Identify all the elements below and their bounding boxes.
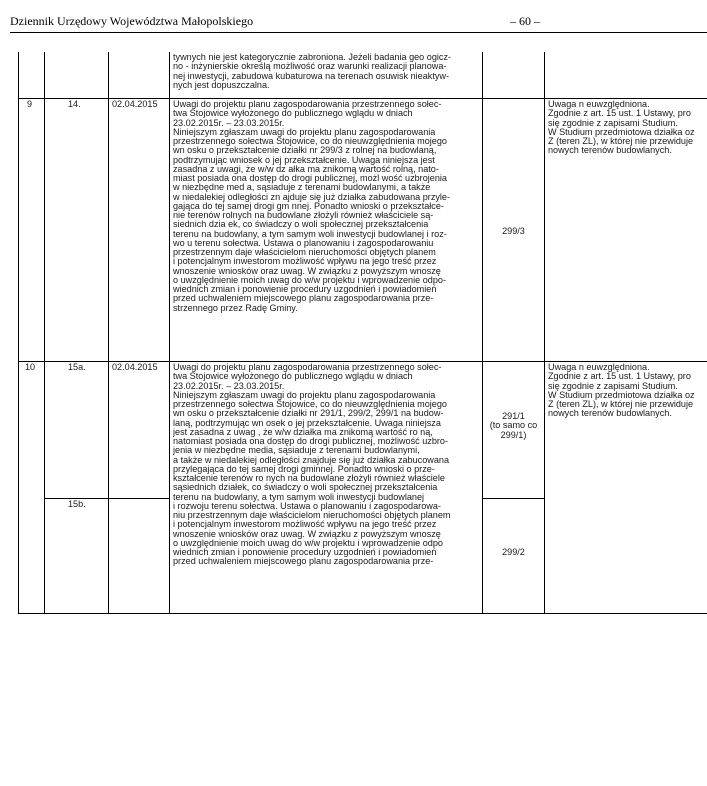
text-line: o uwzględnienie moich uwag do w/w projektu i wprowadzenie odpo bbox=[173, 537, 443, 548]
text-line: wn osku o przekształcenie działki nr 299/3 z rolnej na budowlaną, bbox=[173, 145, 437, 156]
plot-number bbox=[483, 412, 544, 442]
table-border-bottom bbox=[18, 613, 707, 614]
text-line: 23.02.2015r. – 23.03.2015r. bbox=[173, 380, 285, 391]
text-line: no - inżynierskie określą możliwość oraz warunki realizacji planowa- bbox=[173, 61, 447, 72]
row-divider bbox=[18, 361, 707, 362]
text-line: nych jest dopuszczalna. bbox=[173, 79, 270, 90]
resolution-text bbox=[548, 100, 707, 160]
page-header bbox=[10, 14, 707, 33]
remark-id: 15a. bbox=[68, 363, 86, 372]
text-line: Uwaga n euwzględniona. bbox=[548, 100, 650, 109]
column-divider bbox=[169, 52, 170, 614]
text-line: i rozwoju terenu sołectwa. Ustawa o planowaniu i zagospodarowa- bbox=[173, 500, 441, 511]
text-line: przed uchwaleniem miejscowego planu zagospodarowania prze- bbox=[173, 293, 434, 304]
text-line: Niniejszym zgłaszam uwagi do projektu planu zagospodarowania bbox=[173, 389, 436, 400]
text-line: Z (teren ZL), w której nie przewiduje bbox=[548, 399, 694, 409]
text-line: W Studium przedmiotowa działka oz bbox=[548, 389, 695, 400]
remark-text bbox=[173, 100, 479, 360]
remarks-table bbox=[18, 52, 707, 614]
row-number: 10 bbox=[25, 363, 36, 372]
text-line: sąsiednich działek, co świadczy o woli społecznej przekształcenia bbox=[173, 482, 438, 493]
text-line: a także w niedalekiej odległości znajduje się już działka zabucowana bbox=[173, 454, 450, 465]
column-divider bbox=[544, 52, 545, 614]
text-line: przestrzennym daje właścicielom nieruchomości objętych planem bbox=[173, 247, 436, 257]
journal-title: Dziennik Urzędowy Województwa Małopolskiego bbox=[10, 14, 254, 28]
text-line: terenu na budowlany, a tym samym woli inwestycji budowlanej bbox=[173, 491, 425, 502]
row-number: 9 bbox=[27, 100, 33, 109]
column-divider bbox=[482, 52, 483, 614]
text-line: przestrzennego sołectwa Stojowice, co do nieuwzględnienia mojego bbox=[173, 136, 447, 146]
text-line: laną, podtrzymując wn osek o jej przekształcenie. Uwaga niniejsza bbox=[173, 417, 441, 428]
text-line: twa Stojowice wyłożonego do publicznego wglądu w dniach bbox=[173, 371, 413, 382]
text-line: jest zasadna z uwag , że w/w działka ma znikomą wartość ro ną, bbox=[173, 426, 433, 437]
text-line: (to samo co bbox=[489, 420, 538, 431]
plot-number: 299/3 bbox=[502, 227, 525, 236]
text-line: kształcenie terenów ro nych na budowlane złożyli również właściele bbox=[173, 473, 445, 483]
resolution-text bbox=[548, 363, 707, 423]
text-line: wnoszenie wniosków oraz uwag. W związku z powyższym wnoszę bbox=[173, 528, 441, 539]
text-line: wn osku o przekształcenie działki nr 291/1, 299/2, 299/1 na budow- bbox=[173, 408, 444, 419]
text-line: W Studium przedmiotowa działka oz bbox=[548, 126, 695, 137]
text-line: tywnych nie jest kategorycznie zabroniona. Jeżeli badania geo ogicz- bbox=[173, 53, 452, 62]
text-line: jenia w niezbędne media, sąsiaduje z terenami budowlanymi, bbox=[173, 445, 420, 456]
text-line: Uwagi do projektu planu zagospodarowania przestrzennego sołec- bbox=[173, 363, 442, 372]
text-line: 291/1 bbox=[502, 412, 525, 421]
text-line: w niedalekiej odległości zn ajduje się już działka zabudowana przyle- bbox=[173, 191, 451, 202]
row-divider bbox=[18, 98, 707, 99]
text-line: gająca do tej samej drogi gm nnej. Ponadto wnioski o przekształce- bbox=[173, 200, 444, 211]
text-line: nowych terenów budowlanych. bbox=[548, 408, 672, 419]
page-number: – 60 – bbox=[510, 14, 540, 28]
text-line: zasadna z uwagi, że w/w dz ałka ma znikomą wartość rolną, nato- bbox=[173, 163, 439, 174]
table-border-left bbox=[18, 52, 19, 614]
plot-number: 299/2 bbox=[502, 548, 525, 557]
text-line: i potencjalnym inwestorom możliwość wpływu na jego treść przez bbox=[173, 519, 437, 530]
text-line: nowych terenów budowlanych. bbox=[548, 145, 672, 156]
text-line: nie terenów rolnych na budowlane złożyli również właściciele są- bbox=[173, 210, 434, 220]
subrow-divider bbox=[44, 498, 169, 499]
text-line: przestrzennego sołectwa Stojowice, co do nieuwzględnienia mojego bbox=[173, 399, 447, 409]
text-line: Uwagi do projektu planu zagospodarowania przestrzennego sołec- bbox=[173, 100, 442, 109]
text-line: siednich dzia ek, co świadczy o woli społecznej przekształcenia bbox=[173, 219, 429, 230]
column-divider bbox=[44, 52, 45, 614]
text-line: terenu na budowlany, a tym samym woli inwestycji budowlanej i roz- bbox=[173, 228, 447, 239]
text-line: się zgodnie z zapisami Studium. bbox=[548, 117, 678, 128]
text-line: Zgodnie z art. 15 ust. 1 Ustawy, pro bbox=[548, 108, 691, 119]
text-line: Uwaga n euwzględniona. bbox=[548, 363, 650, 372]
remark-date: 02.04.2015 bbox=[112, 363, 158, 372]
text-line: natomiast posiada ona dostęp do drogi publicznej, możliwość uzbro- bbox=[173, 436, 448, 446]
text-line: Niniejszym zgłaszam uwagi do projektu planu zagospodarowania bbox=[173, 126, 436, 137]
remark-text bbox=[173, 363, 479, 613]
remark-id: 14. bbox=[68, 100, 81, 109]
text-line: nej inwestycji, zabudowa kubaturowa na terenach osuwisk nieaktyw- bbox=[173, 70, 449, 81]
text-line: wnoszenie wniosków oraz uwag. W związku z powyższym wnoszę bbox=[173, 265, 441, 276]
text-line: Z (teren ZL), w której nie przewiduje bbox=[548, 136, 694, 146]
remark-date: 02.04.2015 bbox=[112, 100, 158, 109]
text-line: strzennego przez Radę Gminy. bbox=[173, 302, 298, 313]
text-line: niu przestrzennym daje właścicielom nieruchomości objętych planem bbox=[173, 510, 451, 520]
remark-id: 15b. bbox=[68, 500, 86, 509]
text-line: w niezbędne med a, sąsiaduje z terenami budowlanymi, a także bbox=[173, 182, 431, 193]
text-line: miast posiada ona dostęp do drogi publicznej, możl wość uzbrojenia bbox=[173, 173, 447, 183]
text-line: i potencjalnym inwestorom możliwość wpływu na jego treść przez bbox=[173, 256, 437, 267]
text-line: się zgodnie z zapisami Studium. bbox=[548, 380, 678, 391]
text-line: twa Stojowice wyłożonego do publicznego wglądu w dniach bbox=[173, 108, 413, 119]
text-line: wiednich zmian i ponowienie procedury uzgodnień i powiadomień bbox=[173, 547, 437, 557]
text-line: o uwzględnienie moich uwag do w/w projektu i wprowadzenie odpo- bbox=[173, 274, 446, 285]
continuation-text bbox=[173, 53, 479, 97]
column-divider bbox=[108, 52, 109, 614]
text-line: Zgodnie z art. 15 ust. 1 Ustawy, pro bbox=[548, 371, 691, 382]
text-line: wo u terenu sołectwa. Ustawa o planowaniu i zagospodarowaniu bbox=[173, 237, 434, 248]
subrow-divider bbox=[482, 498, 544, 499]
text-line: wiednich zmian i ponowienie procedury uzgodnień i powiadomień bbox=[173, 284, 437, 294]
text-line: 23.02.2015r. – 23.03.2015r. bbox=[173, 117, 285, 128]
text-line: podtrzymując wniosek o jej przekształcenie. Uwaga niniejsza jest bbox=[173, 154, 435, 165]
text-line: przylegająca do tej samej drogi gminnej. Ponadto wnioski o prze- bbox=[173, 463, 435, 474]
text-line: 299/1) bbox=[500, 429, 527, 440]
text-line: przed uchwaleniem miejscowego planu zagospodarowania prze- bbox=[173, 556, 434, 567]
